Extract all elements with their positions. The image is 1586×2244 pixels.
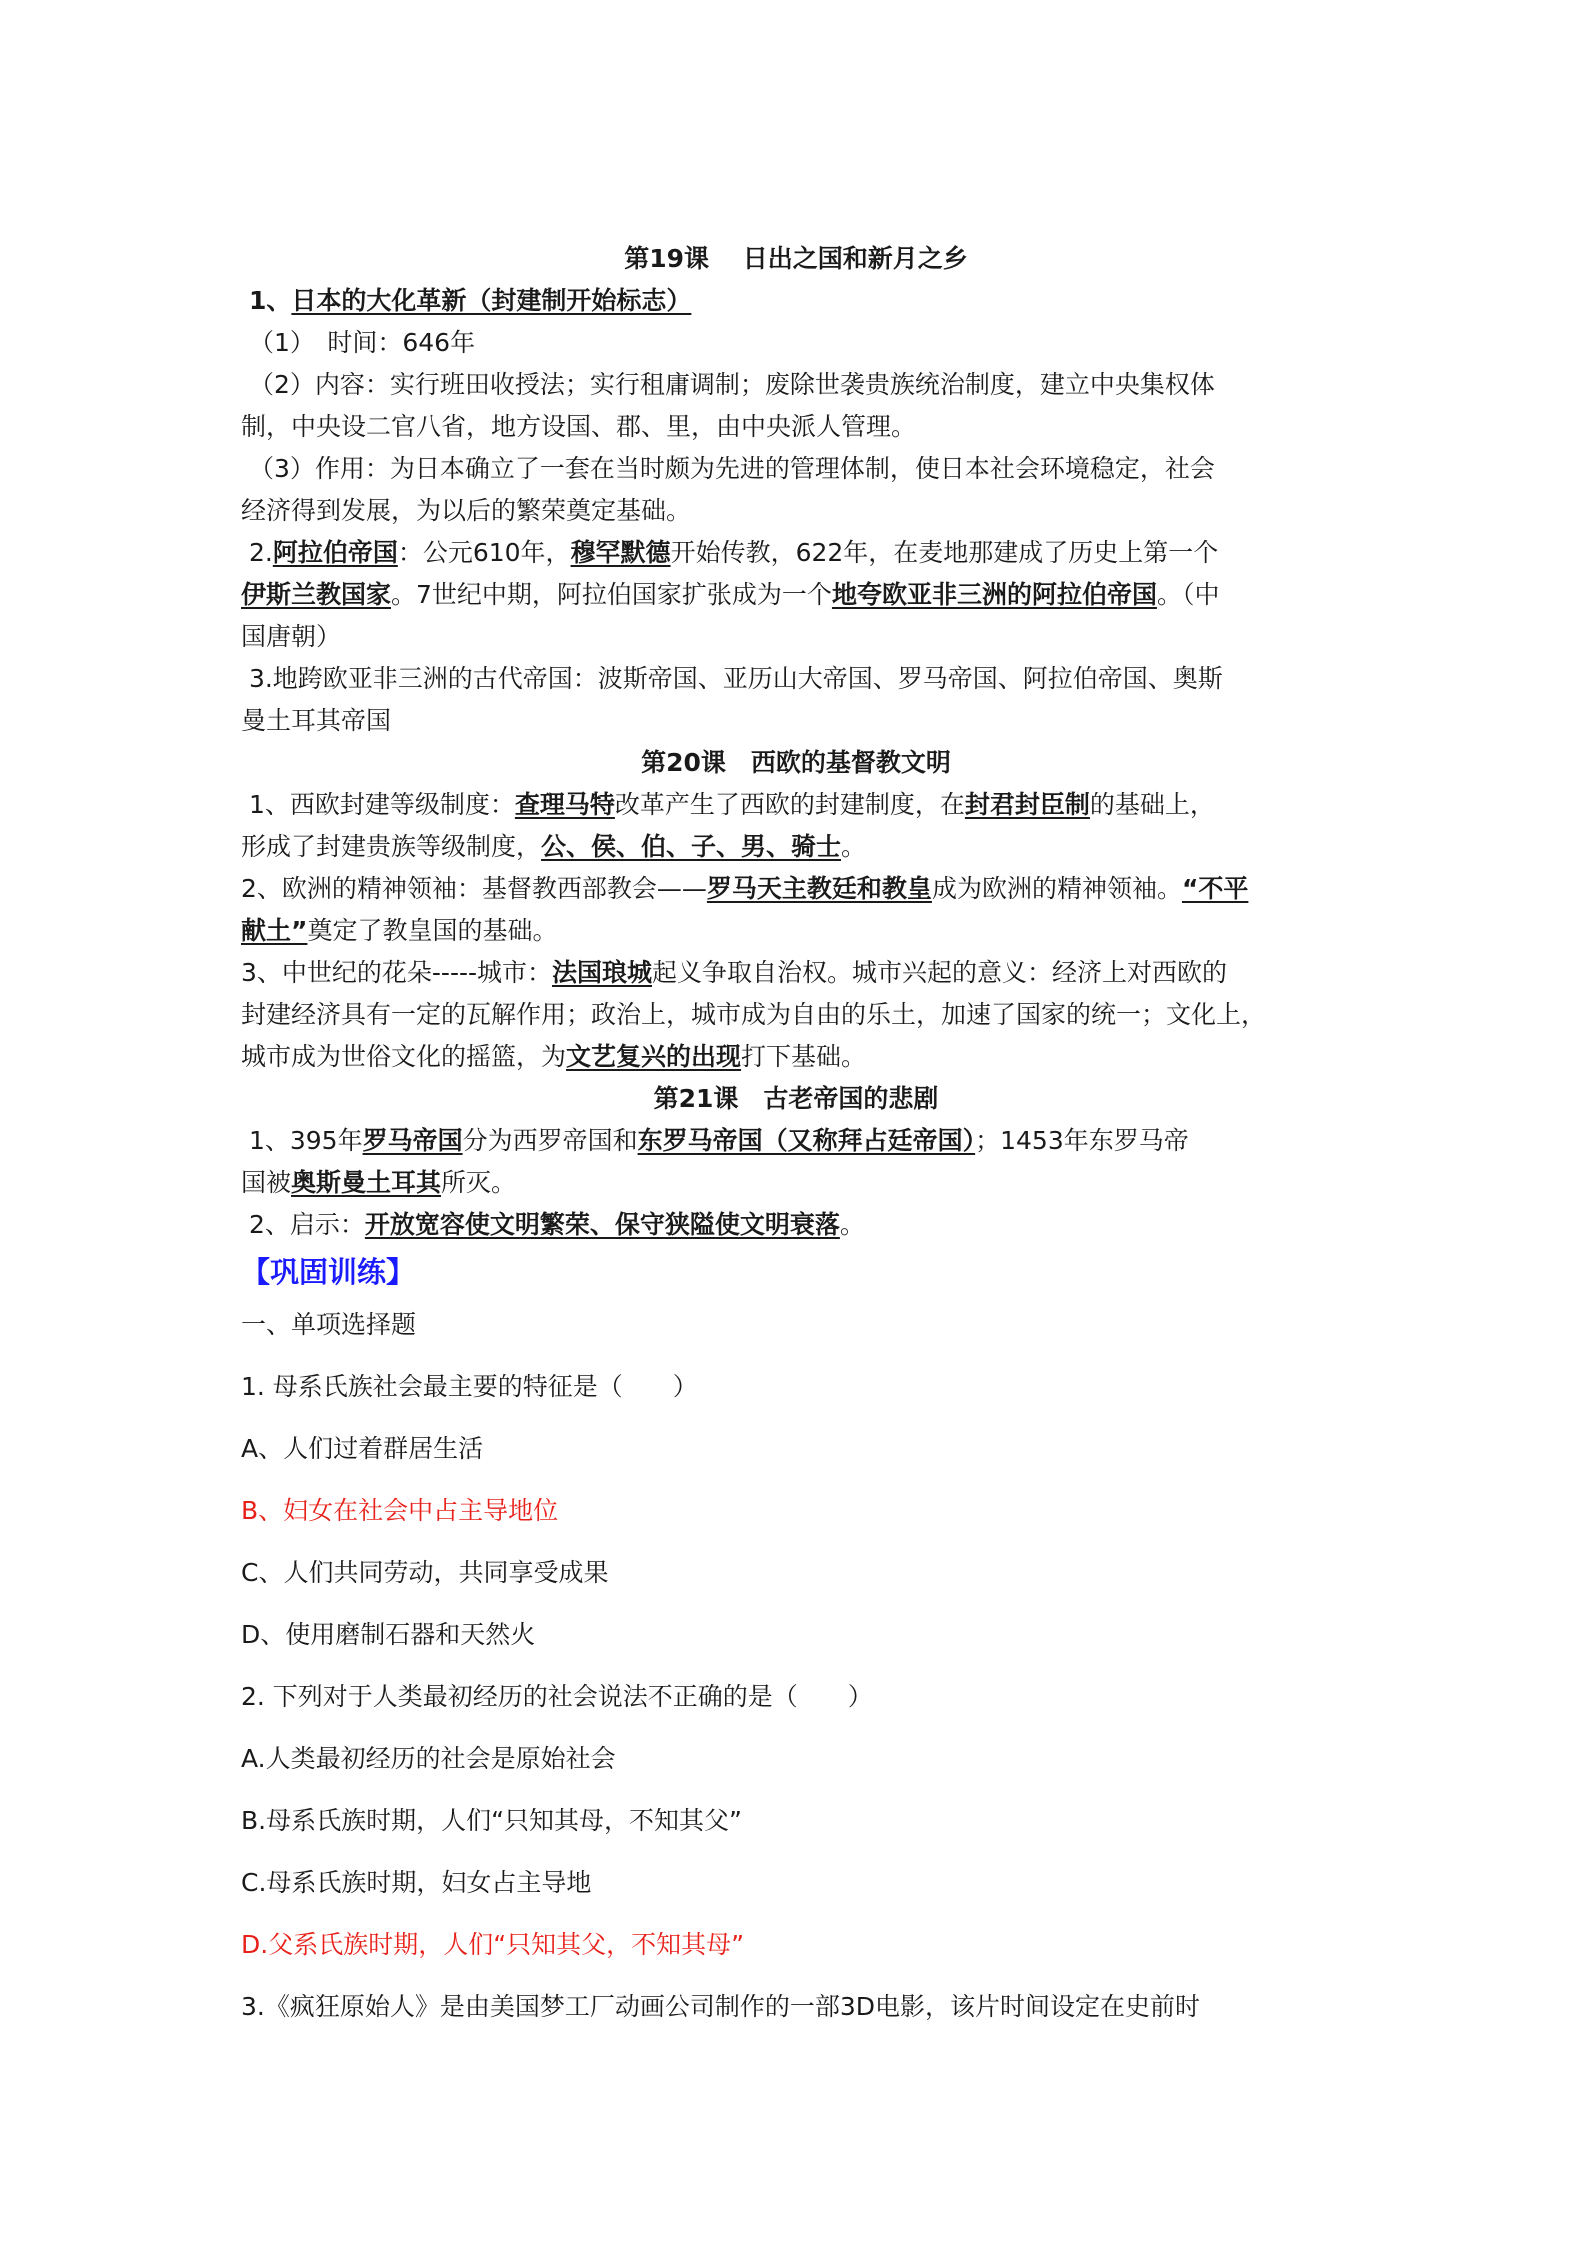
text: 3、中世纪的花朵-----城市：: [241, 958, 553, 987]
q1-option-a: A、人们过着群居生活: [241, 1434, 484, 1463]
text: 打下基础。: [741, 1042, 867, 1071]
keyword-islamic-state: 伊斯兰教国家: [241, 580, 392, 609]
lesson19-item2-line3: 国唐朝）: [241, 622, 342, 651]
text: 开始传教，622年，在麦地那建成了历史上第一个: [670, 538, 1219, 567]
text: 2、欧洲的精神领袖：基督教西部教会——: [241, 874, 707, 903]
lesson19-item1-time: [241, 322, 1351, 364]
lesson19-item1-effect-a: [241, 448, 1351, 490]
text: 形成了封建贵族等级制度，: [241, 832, 542, 861]
lesson21-item2: [241, 1204, 1351, 1246]
text: 。（中: [1156, 580, 1220, 609]
text: 。: [841, 832, 867, 861]
document-body: [241, 238, 1351, 2038]
q2-option-c: C.母系氏族时期，妇女占主导地: [241, 1868, 592, 1897]
item1-title: 日本的大化革新（封建制开始标志）: [291, 286, 692, 315]
keyword-lesson-moral: 开放宽容使文明繁荣、保守狭隘使文明衰落: [364, 1210, 840, 1239]
keyword-charles-martel: 查理马特: [514, 790, 615, 819]
text: ；1453年东罗马帝: [975, 1126, 1189, 1155]
q2-option-d-answer: D.父系氏族时期，人们“只知其父，不知其母”: [241, 1930, 745, 1959]
keyword-renaissance: 文艺复兴的出现: [566, 1042, 742, 1071]
keyword-noble-ranks: 公、侯、伯、子、男、骑士: [541, 832, 842, 861]
text: 1、395年: [248, 1126, 363, 1155]
text: 2、启示：: [248, 1210, 365, 1239]
text: 国被: [241, 1168, 292, 1197]
lesson19-item1-content-b: 制，中央设二官八省，地方设国、郡、里，由中央派人管理。: [241, 412, 917, 441]
item1-content-text-a: （2）内容：实行班田收授法；实行租庸调制；废除世袭贵族统治制度，建立中央集权体: [248, 370, 1215, 399]
text: 奠定了教皇国的基础。: [307, 916, 558, 945]
keyword-pippin-donation-a: “不平: [1181, 874, 1249, 903]
lesson21-item1-line1: [241, 1120, 1351, 1162]
q1-option-d: D、使用磨制石器和天然火: [241, 1620, 536, 1649]
lesson21-item1-line2: [241, 1162, 1351, 1204]
question-2: 2. 下列对于人类最初经历的社会说法不正确的是（ ）: [241, 1682, 873, 1711]
text: ：公元610年，: [397, 538, 571, 567]
text: 分为西罗帝国和: [462, 1126, 638, 1155]
q2-option-a: A.人类最初经历的社会是原始社会: [241, 1744, 616, 1773]
keyword-arab-empire-three-continents: 地夸欧亚非三洲的阿拉伯帝国: [831, 580, 1157, 609]
lesson20-item3-line3: [241, 1036, 1351, 1078]
lesson20-item3-line1: [241, 952, 1351, 994]
practice-header: 【巩固训练】: [241, 1255, 416, 1289]
lesson19-item1-content-a: [241, 364, 1351, 406]
item3-text-a: 3.地跨欧亚非三洲的古代帝国：波斯帝国、亚历山大帝国、罗马帝国、阿拉伯帝国、奥斯: [248, 664, 1223, 693]
q1-option-b-answer: B、妇女在社会中占主导地位: [241, 1496, 559, 1525]
text: 起义争取自治权。城市兴起的意义：经济上对西欧的: [652, 958, 1228, 987]
keyword-roman-empire: 罗马帝国: [362, 1126, 463, 1155]
text: 改革产生了西欧的封建制度，在: [614, 790, 965, 819]
lesson20-item1-line1: [241, 784, 1351, 826]
keyword-pippin-donation-b: 献土”: [241, 916, 308, 945]
item1-effect-text-a: （3）作用：为日本确立了一套在当时颇为先进的管理体制，使日本社会环境稳定，社会: [248, 454, 1215, 483]
q2-option-b: B.母系氏族时期，人们“只知其母，不知其父”: [241, 1806, 743, 1835]
text: 成为欧洲的精神领袖。: [931, 874, 1182, 903]
lesson19-item3-line2: 曼土耳其帝国: [241, 706, 392, 735]
question-3: 3.《疯狂原始人》是由美国梦工厂动画公司制作的一部3D电影，该片时间设定在史前时: [241, 1992, 1201, 2021]
text: 所灭。: [441, 1168, 517, 1197]
lesson19-item1-heading: [241, 280, 1351, 322]
text: 。7世纪中期，阿拉伯国家扩张成为一个: [391, 580, 832, 609]
keyword-ottoman: 奥斯曼土耳其: [291, 1168, 442, 1197]
lesson19-item2-line1: [241, 532, 1351, 574]
lesson19-item1-effect-b: 经济得到发展，为以后的繁荣奠定基础。: [241, 496, 692, 525]
lesson19-title: 第19课 日出之国和新月之乡: [624, 244, 968, 273]
lesson20-item2-line1: [241, 868, 1351, 910]
item1-time-text: （1） 时间：646年: [248, 328, 476, 357]
text: 城市成为世俗文化的摇篮，为: [241, 1042, 567, 1071]
keyword-byzantine: 东罗马帝国（又称拜占廷帝国）: [637, 1126, 976, 1155]
lesson20-item1-line2: [241, 826, 1351, 868]
keyword-laon: 法国琅城: [552, 958, 653, 987]
keyword-arab-empire: 阿拉伯帝国: [272, 538, 398, 567]
lesson20-item2-line2: [241, 910, 1351, 952]
lesson19-item2-line2: [241, 574, 1351, 616]
q1-option-c: C、人们共同劳动，共同享受成果: [241, 1558, 609, 1587]
text: 。: [839, 1210, 865, 1239]
lesson19-item3-line1: [241, 658, 1351, 700]
text: 的基础上，: [1089, 790, 1215, 819]
section-title: 一、单项选择题: [241, 1310, 417, 1339]
keyword-roman-church: 罗马天主教廷和教皇: [706, 874, 932, 903]
item2-prefix: 2.: [248, 538, 273, 567]
keyword-feudal-vassal: 封君封臣制: [964, 790, 1090, 819]
lesson21-title: 第21课 古老帝国的悲剧: [653, 1084, 939, 1113]
lesson20-title: 第20课 西欧的基督教文明: [641, 748, 951, 777]
item1-prefix: 1、: [248, 286, 292, 315]
question-1: 1. 母系氏族社会最主要的特征是（ ）: [241, 1372, 698, 1401]
text: 1、西欧封建等级制度：: [248, 790, 515, 819]
keyword-muhammad: 穆罕默德: [570, 538, 671, 567]
lesson20-item3-line2: 封建经济具有一定的瓦解作用；政治上，城市成为自由的乐土，加速了国家的统一；文化上，: [241, 1000, 1267, 1029]
